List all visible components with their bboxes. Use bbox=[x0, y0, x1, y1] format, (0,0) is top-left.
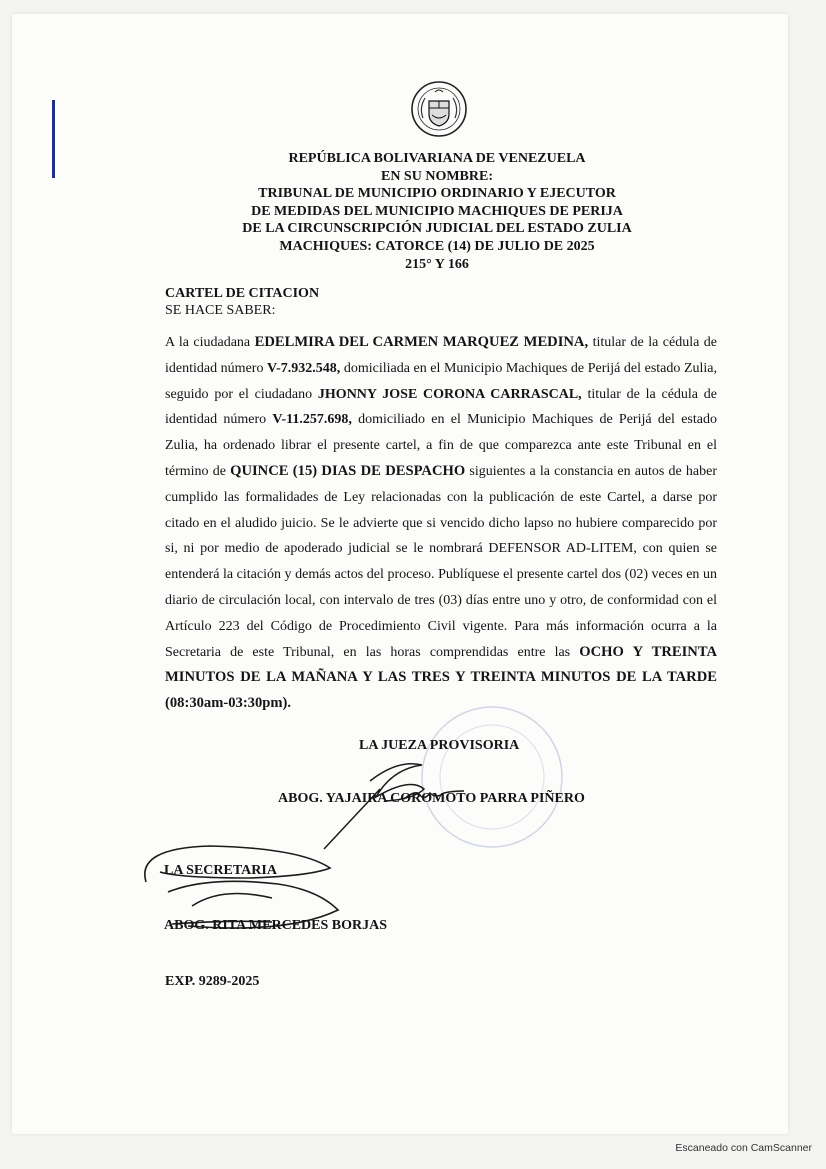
secretaria-title: LA SECRETARIA bbox=[164, 863, 277, 878]
demandante-name: JHONNY JOSE CORONA CARRASCAL, bbox=[317, 386, 582, 402]
header-line-anios: 215° Y 166 bbox=[405, 256, 469, 272]
document-page bbox=[12, 14, 788, 1134]
citada-name: EDELMIRA DEL CARMEN MARQUEZ MEDINA, bbox=[254, 334, 589, 350]
jueza-title: LA JUEZA PROVISORIA bbox=[359, 738, 520, 753]
cartel-heading bbox=[165, 285, 319, 319]
body-text-segment: A la ciudadana bbox=[165, 335, 255, 350]
cartel-subtitle: SE HACE SABER: bbox=[165, 303, 276, 318]
header-line-medidas: DE MEDIDAS DEL MUNICIPIO MACHIQUES DE PERIJA bbox=[251, 203, 623, 219]
plazo-dias: QUINCE (15) DIAS DE DESPACHO bbox=[230, 462, 466, 479]
header-line-circunscripcion: DE LA CIRCUNSCRIPCIÓN JUDICIAL DEL ESTADO ZULIA bbox=[242, 221, 632, 237]
horario-secretaria: OCHO Y TREINTA MINUTOS DE LA MAÑANA Y LAS TRES Y TREINTA MINUTOS DE LA TARDE (08:30am-03:30pm). bbox=[165, 643, 718, 712]
cartel-title: CARTEL DE CITACION bbox=[165, 286, 320, 301]
coat-of-arms-seal-icon bbox=[410, 80, 468, 138]
body-text-segment: titular de la cédula de identidad número bbox=[165, 335, 718, 376]
court-header bbox=[162, 150, 712, 273]
body-text-segment: domiciliada en el Municipio Machiques de Perijá del estado Zulia, seguido por el ciudadano bbox=[165, 360, 717, 402]
body-text-segment: titular de la cédula de identidad número bbox=[165, 386, 717, 428]
body-text-segment: domiciliado en el Municipio Machiques de Perijá del estado Zulia, ha ordenado librar el presente cartel, a fin de que comparezca ante este Tribunal en el término de bbox=[165, 412, 717, 479]
secretaria-name: ABOG. RITA MERCEDES BORJAS bbox=[164, 918, 388, 933]
header-line-nombre: EN SU NOMBRE: bbox=[380, 168, 493, 184]
demandante-id: V-11.257.698, bbox=[272, 412, 352, 428]
citation-body bbox=[165, 330, 717, 717]
header-line-republica: REPÚBLICA BOLIVARIANA DE VENEZUELA bbox=[288, 151, 586, 166]
header-line-tribunal: TRIBUNAL DE MUNICIPIO ORDINARIO Y EJECUTOR bbox=[258, 186, 616, 202]
scanner-watermark: Escaneado con CamScanner bbox=[675, 1142, 812, 1154]
citada-id: V-7.932.548, bbox=[267, 360, 341, 376]
margin-ink-mark bbox=[52, 100, 55, 178]
expediente-number: EXP. 9289-2025 bbox=[165, 974, 260, 989]
header-line-fecha: MACHIQUES: CATORCE (14) DE JULIO DE 2025 bbox=[279, 238, 595, 254]
jueza-name: ABOG. YAJAIRA COROMOTO PARRA PIÑERO bbox=[278, 791, 585, 806]
body-text-segment: siguientes a la constancia en autos de haber cumplido las formalidades de Ley relacionadas con la publicación de este Cartel, a darse por citado en el aludido juicio. Se le advierte que si vencido dicho lapso no hubiere comparecido por si, ni por medio de apoderado judicial se le nombrará DEFENSOR AD-LITEM, con quien se entenderá la citación y demás actos del proceso. Publíquese el presente cartel dos (02) veces en un diario de circulación local, con intervalo de tres (03) días entre uno y otro, de conformidad con el Artículo 223 del Código de Procedimiento Civil vigente. Para más información ocurra a la Secretaria de este Tribunal, en las horas comprendidas entre las bbox=[165, 463, 717, 660]
